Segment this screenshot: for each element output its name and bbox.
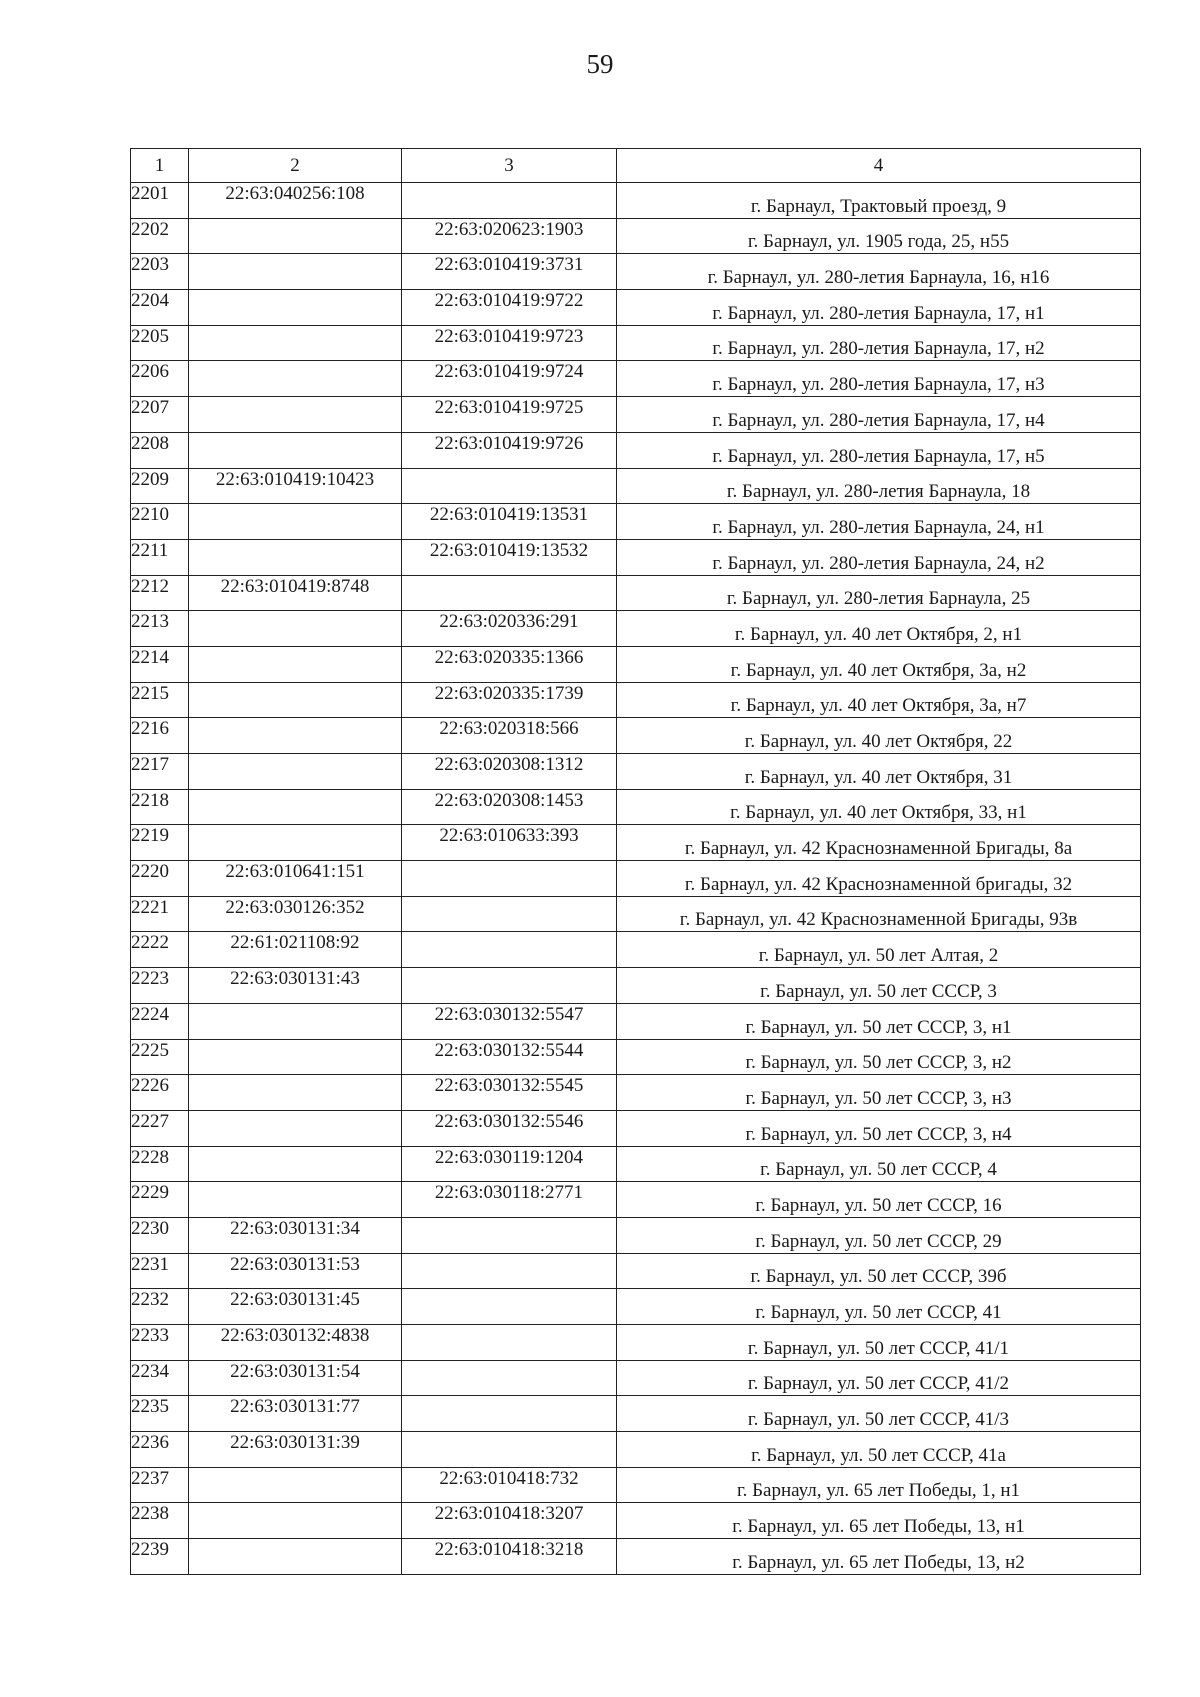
row-number-cell: 2218 — [131, 789, 189, 825]
cadastral-number-col2-cell — [189, 254, 402, 290]
address-cell: г. Барнаул, ул. 280-летия Барнаула, 17, н3 — [617, 361, 1141, 397]
table-row — [131, 397, 1141, 433]
table-row — [131, 1396, 1141, 1432]
row-number-cell: 2213 — [131, 611, 189, 647]
cadastral-number-col2-cell: 22:63:030131:34 — [189, 1217, 402, 1253]
cadastral-number-col3-cell — [402, 183, 617, 219]
cadastral-number-col3-cell: 22:63:010419:9724 — [402, 361, 617, 397]
cadastral-number-col2-cell — [189, 361, 402, 397]
row-number-cell: 2205 — [131, 325, 189, 361]
row-number-cell: 2227 — [131, 1110, 189, 1146]
table-row — [131, 968, 1141, 1004]
row-number-cell: 2215 — [131, 682, 189, 718]
cadastral-number-col2-cell — [189, 1146, 402, 1182]
table-row — [131, 1003, 1141, 1039]
table-row — [131, 1289, 1141, 1325]
address-cell: г. Барнаул, ул. 50 лет СССР, 4 — [617, 1146, 1141, 1182]
table-row — [131, 361, 1141, 397]
cadastral-number-col2-cell — [189, 218, 402, 254]
cadastral-number-col3-cell: 22:63:020308:1453 — [402, 789, 617, 825]
address-cell: г. Барнаул, ул. 280-летия Барнаула, 17, н2 — [617, 325, 1141, 361]
table-row — [131, 218, 1141, 254]
table-row — [131, 290, 1141, 326]
row-number-cell: 2212 — [131, 575, 189, 611]
address-cell: г. Барнаул, ул. 40 лет Октября, 33, н1 — [617, 789, 1141, 825]
address-cell: г. Барнаул, Трактовый проезд, 9 — [617, 183, 1141, 219]
row-number-cell: 2216 — [131, 718, 189, 754]
table-row — [131, 682, 1141, 718]
cadastral-number-col2-cell — [189, 325, 402, 361]
table-row — [131, 861, 1141, 897]
cadastral-number-col3-cell: 22:63:030132:5545 — [402, 1075, 617, 1111]
cadastral-number-col3-cell: 22:63:010419:13532 — [402, 539, 617, 575]
address-cell: г. Барнаул, ул. 40 лет Октября, 2, н1 — [617, 611, 1141, 647]
table-row — [131, 325, 1141, 361]
cadastral-number-col2-cell — [189, 789, 402, 825]
cadastral-number-col3-cell: 22:63:010418:732 — [402, 1467, 617, 1503]
row-number-cell: 2229 — [131, 1182, 189, 1218]
cadastral-number-col3-cell: 22:63:030118:2771 — [402, 1182, 617, 1218]
cadastral-number-col3-cell: 22:63:010419:9723 — [402, 325, 617, 361]
row-number-cell: 2238 — [131, 1503, 189, 1539]
table-row — [131, 611, 1141, 647]
row-number-cell: 2206 — [131, 361, 189, 397]
header-col-2: 2 — [189, 149, 402, 183]
table-row — [131, 432, 1141, 468]
table-row — [131, 1467, 1141, 1503]
cadastral-number-col2-cell — [189, 825, 402, 861]
cadastral-number-col2-cell: 22:63:040256:108 — [189, 183, 402, 219]
row-number-cell: 2228 — [131, 1146, 189, 1182]
row-number-cell: 2239 — [131, 1539, 189, 1575]
address-cell: г. Барнаул, ул. 50 лет СССР, 16 — [617, 1182, 1141, 1218]
cadastral-number-col3-cell — [402, 1217, 617, 1253]
table-row — [131, 504, 1141, 540]
cadastral-number-col3-cell: 22:63:030132:5544 — [402, 1039, 617, 1075]
table-row — [131, 1360, 1141, 1396]
cadastral-number-col2-cell — [189, 1503, 402, 1539]
cadastral-number-col3-cell: 22:63:020308:1312 — [402, 754, 617, 790]
address-cell: г. Барнаул, ул. 50 лет СССР, 3, н1 — [617, 1003, 1141, 1039]
row-number-cell: 2234 — [131, 1360, 189, 1396]
cadastral-number-col2-cell: 22:61:021108:92 — [189, 932, 402, 968]
table-row — [131, 575, 1141, 611]
address-cell: г. Барнаул, ул. 65 лет Победы, 1, н1 — [617, 1467, 1141, 1503]
address-cell: г. Барнаул, ул. 50 лет СССР, 3, н2 — [617, 1039, 1141, 1075]
cadastral-number-col2-cell — [189, 1003, 402, 1039]
cadastral-number-col3-cell — [402, 1325, 617, 1361]
header-col-4: 4 — [617, 149, 1141, 183]
address-cell: г. Барнаул, ул. 40 лет Октября, 3а, н2 — [617, 646, 1141, 682]
cadastral-number-col2-cell — [189, 1075, 402, 1111]
cadastral-number-col2-cell — [189, 718, 402, 754]
row-number-cell: 2209 — [131, 468, 189, 504]
cadastral-number-col2-cell: 22:63:030131:43 — [189, 968, 402, 1004]
cadastral-number-col2-cell — [189, 646, 402, 682]
address-cell: г. Барнаул, ул. 50 лет СССР, 41/1 — [617, 1325, 1141, 1361]
address-cell: г. Барнаул, ул. 50 лет СССР, 3, н4 — [617, 1110, 1141, 1146]
cadastral-number-col3-cell: 22:63:010419:3731 — [402, 254, 617, 290]
address-cell: г. Барнаул, ул. 50 лет СССР, 41 — [617, 1289, 1141, 1325]
table-row — [131, 254, 1141, 290]
cadastral-number-col2-cell — [189, 1467, 402, 1503]
cadastral-number-col2-cell — [189, 432, 402, 468]
row-number-cell: 2235 — [131, 1396, 189, 1432]
cadastral-number-col3-cell — [402, 1253, 617, 1289]
address-cell: г. Барнаул, ул. 280-летия Барнаула, 25 — [617, 575, 1141, 611]
cadastral-number-col2-cell: 22:63:030131:45 — [189, 1289, 402, 1325]
row-number-cell: 2210 — [131, 504, 189, 540]
table-row — [131, 789, 1141, 825]
row-number-cell: 2237 — [131, 1467, 189, 1503]
row-number-cell: 2222 — [131, 932, 189, 968]
table-row — [131, 754, 1141, 790]
table-row — [131, 1253, 1141, 1289]
cadastral-number-col3-cell: 22:63:020318:566 — [402, 718, 617, 754]
table-row — [131, 1539, 1141, 1575]
row-number-cell: 2202 — [131, 218, 189, 254]
cadastral-number-col3-cell: 22:63:030119:1204 — [402, 1146, 617, 1182]
row-number-cell: 2231 — [131, 1253, 189, 1289]
row-number-cell: 2214 — [131, 646, 189, 682]
header-col-3: 3 — [402, 149, 617, 183]
address-cell: г. Барнаул, ул. 280-летия Барнаула, 24, н1 — [617, 504, 1141, 540]
row-number-cell: 2207 — [131, 397, 189, 433]
cadastral-number-col2-cell — [189, 397, 402, 433]
cadastral-number-col2-cell — [189, 504, 402, 540]
cadastral-number-col3-cell — [402, 468, 617, 504]
cadastral-number-col3-cell — [402, 861, 617, 897]
address-cell: г. Барнаул, ул. 65 лет Победы, 13, н2 — [617, 1539, 1141, 1575]
cadastral-number-col2-cell: 22:63:030131:53 — [189, 1253, 402, 1289]
cadastral-number-col2-cell — [189, 539, 402, 575]
cadastral-number-col3-cell — [402, 968, 617, 1004]
table-row — [131, 646, 1141, 682]
row-number-cell: 2232 — [131, 1289, 189, 1325]
cadastral-number-col2-cell: 22:63:030132:4838 — [189, 1325, 402, 1361]
table-row — [131, 718, 1141, 754]
table-row — [131, 1503, 1141, 1539]
cadastral-number-col2-cell: 22:63:030131:39 — [189, 1432, 402, 1468]
row-number-cell: 2204 — [131, 290, 189, 326]
row-number-cell: 2208 — [131, 432, 189, 468]
address-cell: г. Барнаул, ул. 50 лет СССР, 29 — [617, 1217, 1141, 1253]
cadastral-number-col3-cell: 22:63:030132:5547 — [402, 1003, 617, 1039]
cadastral-number-col2-cell — [189, 611, 402, 647]
row-number-cell: 2220 — [131, 861, 189, 897]
row-number-cell: 2236 — [131, 1432, 189, 1468]
cadastral-number-col3-cell: 22:63:010418:3218 — [402, 1539, 617, 1575]
cadastral-number-col2-cell — [189, 1539, 402, 1575]
cadastral-number-col3-cell — [402, 1289, 617, 1325]
address-cell: г. Барнаул, ул. 50 лет СССР, 3 — [617, 968, 1141, 1004]
table-row — [131, 183, 1141, 219]
address-cell: г. Барнаул, ул. 50 лет СССР, 41а — [617, 1432, 1141, 1468]
address-cell: г. Барнаул, ул. 50 лет СССР, 39б — [617, 1253, 1141, 1289]
cadastral-number-col2-cell — [189, 682, 402, 718]
cadastral-number-col2-cell — [189, 754, 402, 790]
address-cell: г. Барнаул, ул. 40 лет Октября, 22 — [617, 718, 1141, 754]
row-number-cell: 2224 — [131, 1003, 189, 1039]
address-cell: г. Барнаул, ул. 280-летия Барнаула, 17, н4 — [617, 397, 1141, 433]
cadastral-number-col2-cell: 22:63:030126:352 — [189, 896, 402, 932]
cadastral-number-col3-cell — [402, 932, 617, 968]
table-row — [131, 1217, 1141, 1253]
table-row — [131, 825, 1141, 861]
table-row — [131, 1110, 1141, 1146]
table-row — [131, 1075, 1141, 1111]
row-number-cell: 2226 — [131, 1075, 189, 1111]
row-number-cell: 2223 — [131, 968, 189, 1004]
cadastral-number-col2-cell: 22:63:010419:8748 — [189, 575, 402, 611]
cadastral-number-col3-cell: 22:63:010419:9722 — [402, 290, 617, 326]
cadastral-number-col2-cell: 22:63:010419:10423 — [189, 468, 402, 504]
row-number-cell: 2219 — [131, 825, 189, 861]
address-cell: г. Барнаул, ул. 42 Краснознаменной Бригады, 8а — [617, 825, 1141, 861]
table-row — [131, 539, 1141, 575]
address-cell: г. Барнаул, ул. 50 лет СССР, 41/2 — [617, 1360, 1141, 1396]
cadastral-number-col2-cell: 22:63:030131:54 — [189, 1360, 402, 1396]
page-number: 59 — [586, 49, 614, 79]
cadastral-number-col2-cell — [189, 1039, 402, 1075]
table-row — [131, 1146, 1141, 1182]
address-cell: г. Барнаул, ул. 280-летия Барнаула, 18 — [617, 468, 1141, 504]
cadastral-number-col2-cell — [189, 1110, 402, 1146]
cadastral-number-col3-cell: 22:63:010419:9726 — [402, 432, 617, 468]
cadastral-number-col2-cell: 22:63:010641:151 — [189, 861, 402, 897]
address-cell: г. Барнаул, ул. 280-летия Барнаула, 16, н16 — [617, 254, 1141, 290]
address-cell: г. Барнаул, ул. 280-летия Барнаула, 17, н1 — [617, 290, 1141, 326]
table-header-row — [131, 149, 1141, 183]
table-row — [131, 1432, 1141, 1468]
cadastral-number-col3-cell — [402, 575, 617, 611]
cadastral-number-col2-cell: 22:63:030131:77 — [189, 1396, 402, 1432]
cadastral-number-col3-cell: 22:63:030132:5546 — [402, 1110, 617, 1146]
address-cell: г. Барнаул, ул. 50 лет СССР, 41/3 — [617, 1396, 1141, 1432]
row-number-cell: 2225 — [131, 1039, 189, 1075]
cadastral-number-col3-cell: 22:63:010419:13531 — [402, 504, 617, 540]
table-row — [131, 1039, 1141, 1075]
cadastral-number-col3-cell: 22:63:020336:291 — [402, 611, 617, 647]
header-col-1: 1 — [131, 149, 189, 183]
cadastral-number-col3-cell — [402, 1360, 617, 1396]
table-row — [131, 932, 1141, 968]
cadastral-number-col3-cell: 22:63:020335:1739 — [402, 682, 617, 718]
row-number-cell: 2233 — [131, 1325, 189, 1361]
address-cell: г. Барнаул, ул. 65 лет Победы, 13, н1 — [617, 1503, 1141, 1539]
row-number-cell: 2201 — [131, 183, 189, 219]
cadastral-number-col3-cell: 22:63:020623:1903 — [402, 218, 617, 254]
address-cell: г. Барнаул, ул. 280-летия Барнаула, 17, н5 — [617, 432, 1141, 468]
cadastral-number-col3-cell: 22:63:010419:9725 — [402, 397, 617, 433]
row-number-cell: 2221 — [131, 896, 189, 932]
address-cell: г. Барнаул, ул. 1905 года, 25, н55 — [617, 218, 1141, 254]
cadastral-number-col2-cell — [189, 1182, 402, 1218]
table-row — [131, 1182, 1141, 1218]
cadastral-number-col3-cell: 22:63:010633:393 — [402, 825, 617, 861]
row-number-cell: 2230 — [131, 1217, 189, 1253]
cadastral-number-col2-cell — [189, 290, 402, 326]
cadastral-number-col3-cell — [402, 1396, 617, 1432]
cadastral-number-col3-cell — [402, 896, 617, 932]
row-number-cell: 2217 — [131, 754, 189, 790]
row-number-cell: 2211 — [131, 539, 189, 575]
cadastral-number-col3-cell: 22:63:010418:3207 — [402, 1503, 617, 1539]
cadastral-number-col3-cell — [402, 1432, 617, 1468]
table-row — [131, 896, 1141, 932]
address-cell: г. Барнаул, ул. 50 лет Алтая, 2 — [617, 932, 1141, 968]
table-row — [131, 468, 1141, 504]
cadastral-number-col3-cell: 22:63:020335:1366 — [402, 646, 617, 682]
table-row — [131, 1325, 1141, 1361]
address-cell: г. Барнаул, ул. 40 лет Октября, 3а, н7 — [617, 682, 1141, 718]
address-cell: г. Барнаул, ул. 280-летия Барнаула, 24, н2 — [617, 539, 1141, 575]
address-cell: г. Барнаул, ул. 42 Краснознаменной Бригады, 93в — [617, 896, 1141, 932]
address-cell: г. Барнаул, ул. 40 лет Октября, 31 — [617, 754, 1141, 790]
address-cell: г. Барнаул, ул. 42 Краснознаменной бригады, 32 — [617, 861, 1141, 897]
row-number-cell: 2203 — [131, 254, 189, 290]
registry-table — [130, 148, 1141, 1575]
address-cell: г. Барнаул, ул. 50 лет СССР, 3, н3 — [617, 1075, 1141, 1111]
table-body — [131, 183, 1141, 1575]
